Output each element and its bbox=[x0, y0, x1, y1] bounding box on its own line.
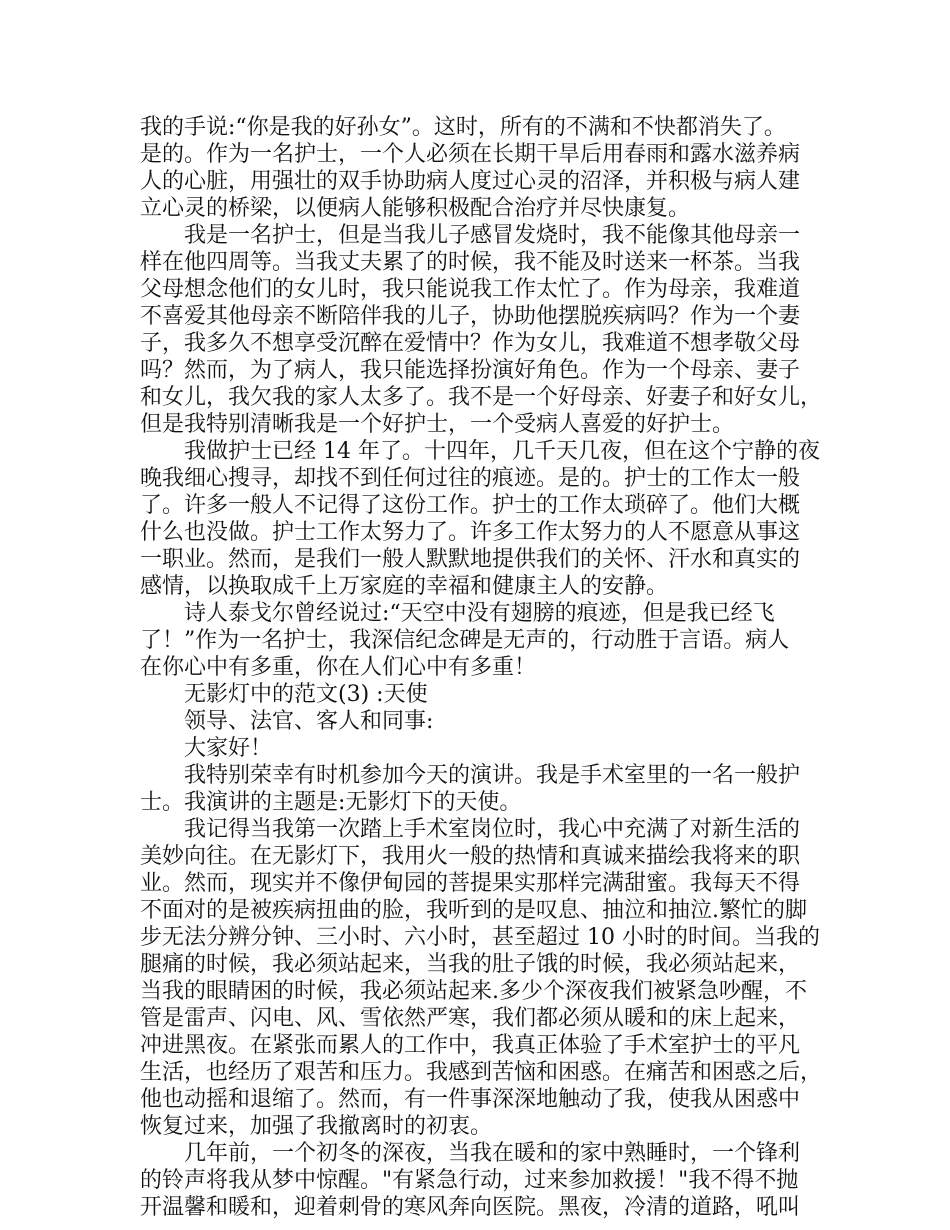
text-line: 当我的眼睛困的时候，我必须站起来.多少个深夜我们被紧急吵醒，不 bbox=[140, 979, 807, 1004]
text-line: 诗人泰戈尔曾经说过:“天空中没有翅膀的痕迹，但是我已经飞 bbox=[184, 601, 775, 626]
text-line: 大家好！ bbox=[184, 736, 273, 761]
paragraph bbox=[140, 681, 830, 708]
text-line: 我是一名护士，但是当我儿子感冒发烧时，我不能像其他母亲一 bbox=[184, 223, 801, 248]
paragraph bbox=[140, 438, 830, 600]
paragraph bbox=[140, 708, 830, 735]
text-line: 恢复过来，加强了我撤离时的初衷。 bbox=[140, 1114, 493, 1139]
text-line: 不喜爱其他母亲不断陪伴我的儿子，协助他摆脱疾病吗？作为一个妻 bbox=[140, 304, 801, 329]
paragraph bbox=[140, 816, 830, 1140]
text-line: 步无法分辨分钟、三小时、六小时，甚至超过 10 小时的时间。当我的 bbox=[140, 925, 820, 950]
text-line: 领导、法官、客人和同事: bbox=[184, 709, 434, 734]
text-line: 但是我特别清晰我是一个好护士，一个受病人喜爱的好护士。 bbox=[140, 412, 735, 437]
paragraph bbox=[140, 1140, 830, 1221]
text-line: 了。许多一般人不记得了这份工作。护士的工作太琐碎了。他们大概 bbox=[140, 493, 801, 518]
document-body bbox=[140, 114, 830, 1221]
text-line: 美妙向往。在无影灯下，我用火一般的热情和真诚来描绘我将来的职 bbox=[140, 844, 801, 869]
text-line: 不面对的是被疾病扭曲的脸，我听到的是叹息、抽泣和抽泣.繁忙的脚 bbox=[140, 898, 807, 923]
text-line: 什么也没做。护士工作太努力了。许多工作太努力的人不愿意从事这 bbox=[140, 520, 801, 545]
text-line: 开温馨和暖和，迎着刺骨的寒风奔向医院。黑夜，冷清的道路，吼叫 bbox=[140, 1195, 801, 1220]
text-line: 我做护士已经 14 年了。十四年，几千天几夜，但在这个宁静的夜 bbox=[184, 439, 820, 464]
text-line: 和女儿，我欠我的家人太多了。我不是一个好母亲、好妻子和好女儿， bbox=[140, 385, 823, 410]
paragraph bbox=[140, 762, 830, 816]
text-line: 士。我演讲的主题是:无影灯下的天使。 bbox=[140, 790, 522, 815]
text-line: 管是雷声、闪电、风、雪依然严寒，我们都必须从暖和的床上起来， bbox=[140, 1006, 801, 1031]
text-line: 业。然而，现实并不像伊甸园的菩提果实那样完满甜蜜。我每天不得 bbox=[140, 871, 801, 896]
text-line: 一职业。然而，是我们一般人默默地提供我们的关怀、汗水和真实的 bbox=[140, 547, 801, 572]
text-line: 了！”作为一名护士，我深信纪念碑是无声的，行动胜于言语。病人 bbox=[140, 628, 790, 653]
text-line: 的铃声将我从梦中惊醒。"有紧急行动，过来参加救援！"我不得不抛 bbox=[140, 1168, 799, 1193]
text-line: 几年前，一个初冬的深夜，当我在暖和的家中熟睡时，一个锋利 bbox=[184, 1141, 801, 1166]
text-line: 人的心脏，用强壮的双手协助病人度过心灵的沼泽，并积极与病人建 bbox=[140, 169, 801, 194]
text-line: 样在他四周等。当我丈夫累了的时候，我不能及时送来一杯茶。当我 bbox=[140, 250, 801, 275]
text-line: 他也动摇和退缩了。然而，有一件事深深地触动了我，使我从困惑中 bbox=[140, 1087, 801, 1112]
text-line: 是的。作为一名护士，一个人必须在长期干旱后用春雨和露水滋养病 bbox=[140, 142, 801, 167]
text-line: 吗？然而，为了病人，我只能选择扮演好角色。作为一个母亲、妻子 bbox=[140, 358, 801, 383]
paragraph bbox=[140, 114, 830, 222]
text-line: 父母想念他们的女儿时，我只能说我工作太忙了。作为母亲，我难道 bbox=[140, 277, 801, 302]
paragraph bbox=[140, 735, 830, 762]
text-line: 在你心中有多重，你在人们心中有多重！ bbox=[140, 655, 537, 680]
text-line: 我特别荣幸有时机参加今天的演讲。我是手术室里的一名一般护 bbox=[184, 763, 801, 788]
text-line: 感情，以换取成千上万家庭的幸福和健康主人的安静。 bbox=[140, 574, 669, 599]
text-line: 腿痛的时候，我必须站起来，当我的肚子饿的时候，我必须站起来， bbox=[140, 952, 801, 977]
paragraph bbox=[140, 600, 830, 681]
text-line: 我记得当我第一次踏上手术室岗位时，我心中充满了对新生活的 bbox=[184, 817, 801, 842]
text-line: 我的手说:“你是我的好孙女”。这时，所有的不满和不快都消失了。 bbox=[140, 115, 786, 140]
text-line: 无影灯中的范文(3) :天使 bbox=[184, 682, 428, 707]
text-line: 立心灵的桥梁，以便病人能够积极配合治疗并尽快康复。 bbox=[140, 196, 691, 221]
text-line: 生活，也经历了艰苦和压力。我感到苦恼和困惑。在痛苦和困惑之后， bbox=[140, 1060, 823, 1085]
paragraph bbox=[140, 222, 830, 438]
text-line: 晚我细心搜寻，却找不到任何过往的痕迹。是的。护士的工作太一般 bbox=[140, 466, 801, 491]
text-line: 子，我多久不想享受沉醉在爱情中？作为女儿，我难道不想孝敬父母 bbox=[140, 331, 801, 356]
text-line: 冲进黑夜。在紧张而累人的工作中，我真正体验了手术室护士的平凡 bbox=[140, 1033, 801, 1058]
